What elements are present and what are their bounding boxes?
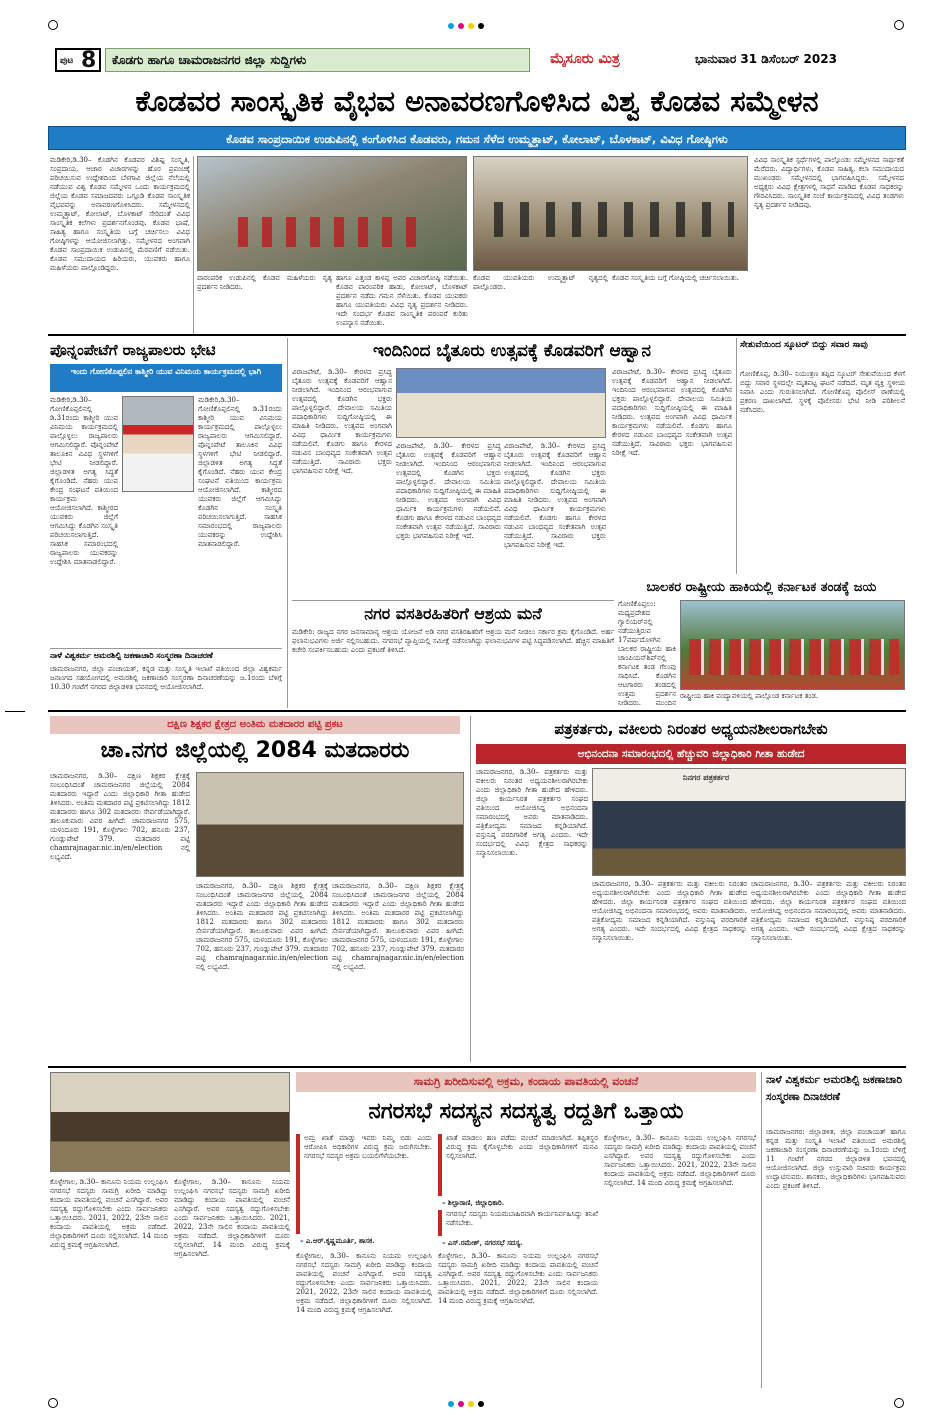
hockey-caption: ರಾಷ್ಟ್ರೀಯ ಹಾಕಿ ಪಂದ್ಯಾವಳಿಯಲ್ಲಿ ಪಾಲ್ಗೊಂಡ ಕರ್ನಾಟಕ ತಂಡ. (680, 692, 819, 700)
lead-body-left: ಮಡಿಕೇರಿ,ಡಿ.30– ಕೊಡಗಿನ ಕೊಡವರ ವಿಶಿಷ್ಟ ಸಂಸ್ಕೃತಿ, ಸಂಪ್ರದಾಯ, ಆಚಾರ ವಿಚಾರಗಳನ್ನು ಹೊರ ಪ್ರಪಂಚಕ್ಕೆ ಪರಿಚಯಿಸುವ ಉದ್ದೇಶದಿಂದ ಬೆಳಗಾವಿ ಜಿಲ್ಲೆಯ ನೆಲೆಯಲ್ಲಿ ನಡೆಯುವ ವಿಶ್ವ ಕೊಡವ ಸಮ್ಮೇಳನ ಒಂದು ಕಾರ್ಯಕ್ರಮದಲ್ಲಿ ಜಿಲ್ಲೆಯ ಕೊಡವ ಸಮಾಜದವರು ಒಗ್ಗೂಡಿ ಕೊಡವ ಸಾಂಸ್ಕೃತಿಕ ವೈಭವವನ್ನು ಅನಾವರಣಗೊಳಿಸಿದರು. ಸಮ್ಮೇಳನದಲ್ಲಿ ಉಮ್ಮತ್ತಾಟ್, ಕೋಲಾಟ್, ಬೊಳಕಾಟ್ ಸೇರಿದಂತೆ ವಿವಿಧ ಸಾಂಸ್ಕೃತಿಕ ಕಲೆಗಳು ಪ್ರದರ್ಶನಗೊಂಡವು. ಕೊಡವ ಭಾಷೆ, ಸಾಹಿತ್ಯ ಹಾಗೂ ಸಂಸ್ಕೃತಿಯ ಬಗ್ಗೆ ಚರ್ಚಿಸಲು ವಿವಿಧ ಗೋಷ್ಠಿಗಳನ್ನು ಆಯೋಜಿಸಲಾಗಿತ್ತು. ಸಮ್ಮೇಳನದ ಅಂಗವಾಗಿ ಕೊಡವ ಸಾಂಪ್ರದಾಯಿಕ ಉಡುಪಿನಲ್ಲಿ ಮೆರವಣಿಗೆ ನಡೆಯಿತು. ಕೊಡವ ಸಮುದಾಯದ ಹಿರಿಯರು, ಯುವಕರು ಹಾಗೂ ಮಹಿಳೆಯರು ಪಾಲ್ಗೊಂಡಿದ್ದರು. (50, 156, 190, 272)
council-quote1: ಅಮ್ರ ಖಾತೆ ಮಾಡ್ತು ಇವರು ನಿಮ್ಮ ಬಿಡು ಎಂದು ಆರೋಪಿಸಿ ಅಧಿಕಾರಿಗಳ ವಿರುದ್ಧ ಕ್ರಮ ಜರುಗಿಸಬೇಕು. ನಗರಸಭೆ ಸದಸ್ಯರ ಅಕ್ರಮ ಬಯಲಿಗೆಳೆಯಬೇಕು. (296, 1134, 432, 1234)
council-photo (50, 1072, 290, 1172)
scooter-body: ಗೋಣಿಕೊಪ್ಪ, ಡಿ.30– ನಿಯಂತ್ರಣ ತಪ್ಪಿದ ಸ್ಕೂಟರ್ ಸೇತುವೆಯಿಂದ ಕೆಳಗೆ ಬಿದ್ದು ಸವಾರ ಸ್ಥಳದಲ್ಲೇ ಮೃತಪಟ್ಟ ಘಟನೆ ನಡೆದಿದೆ. ಮೃತ ವ್ಯಕ್ತಿ ಸ್ಥಳೀಯ ನಿವಾಸಿ ಎಂದು ಗುರುತಿಸಲಾಗಿದೆ. ಗೋಣಿಕೊಪ್ಪ ಪೊಲೀಸ್ ಠಾಣೆಯಲ್ಲಿ ಪ್ರಕರಣ ದಾಖಲಾಗಿದೆ. ಸ್ಥಳಕ್ಕೆ ಪೊಲೀಸರು ಭೇಟಿ ನೀಡಿ ಪರಿಶೀಲನೆ ನಡೆಸಿದರು. (740, 370, 905, 414)
print-marks-top (48, 20, 906, 32)
lead-photo-dancers-red (197, 156, 467, 271)
journalists-subhead: ಅಭಿನಂದನಾ ಸಮಾರಂಭದಲ್ಲಿ ಹೆಚ್ಚುವರಿ ಜಿಲ್ಲಾಧಿಕಾರಿ ಗೀತಾ ಹುಡೇದ (476, 744, 906, 764)
photo-banner: ನಿನಗರ ಪತ್ರಕರ್ತರ (683, 773, 730, 782)
lead-body-right: ವಿವಿಧ ಸಾಂಸ್ಕೃತಿಕ ಸ್ಪರ್ಧೆಗಳಲ್ಲಿ ಪಾಲ್ಗೊಂಡು ಸಮ್ಮೇಳನದ ಸಾರ್ಥಕತೆ ಮೆರೆದರು. ವಿದ್ಯಾರ್ಥಿಗಳು, ಕೊಡವ ಸಾಹಿತ್ಯ, ಕಲಾ ಸಮುದಾಯದ ಮುಖಂಡರು ಸಮ್ಮೇಳನದಲ್ಲಿ ಭಾಗವಹಿಸಿದ್ದರು. ಸಮ್ಮೇಳನದ ಅಧ್ಯಕ್ಷರು ವಿವಿಧ ಕ್ಷೇತ್ರಗಳಲ್ಲಿ ಸಾಧನೆ ಮಾಡಿದ ಕೊಡವ ಸಾಧಕರನ್ನು ಗೌರವಿಸಿದರು. ಸಾಂಸ್ಕೃತಿಕ ಸಂಜೆ ಕಾರ್ಯಕ್ರಮದಲ್ಲಿ ವಿವಿಧ ತಂಡಗಳು ನೃತ್ಯ ಪ್ರದರ್ಶನ ನೀಡಿದವು. (754, 156, 904, 209)
ponnampet-sub2: ನಾಳೆ ವಿಶ್ವಕರ್ಮ ಅಮರಶಿಲ್ಪಿ ಜಕಣಾಚಾರಿ ಸಂಸ್ಮರಣಾ ದಿನಾಚರಣೆ (50, 651, 213, 660)
council-headline: ನಗರಸಭೆ ಸದಸ್ಯನ ಸದಸ್ಯತ್ವ ರದ್ದತಿಗೆ ಒತ್ತಾಯ (368, 1099, 684, 1124)
baitur-body: ವಿರಾಜಪೇಟೆ, ಡಿ.30– ಕೇರಳದ ಪ್ರಸಿದ್ಧ ಬೈತೂರು ಉತ್ಸವಕ್ಕೆ ಕೊಡವರಿಗೆ ಆಹ್ವಾನ ನೀಡಲಾಗಿದೆ. ಇಂದಿನಿಂದ ಆರಂಭವಾಗುವ ಉತ್ಸವದಲ್ಲಿ ಕೊಡಗಿನ ಭಕ್ತರು ಪಾಲ್ಗೊಳ್ಳಲಿದ್ದಾರೆ. ದೇವಾಲಯ ಸಮಿತಿಯ ಪದಾಧಿಕಾರಿಗಳು ಸುದ್ದಿಗೋಷ್ಠಿಯಲ್ಲಿ ಈ ಮಾಹಿತಿ ನೀಡಿದರು. ಉತ್ಸವದ ಅಂಗವಾಗಿ ವಿವಿಧ ಧಾರ್ಮಿಕ ಕಾರ್ಯಕ್ರಮಗಳು ನಡೆಯಲಿವೆ. ಕೊಡಗು ಹಾಗೂ ಕೇರಳದ ನಡುವಿನ ಬಾಂಧವ್ಯದ ಸಂಕೇತವಾಗಿ ಉತ್ಸವ ನಡೆಯುತ್ತಿದೆ. ಸಾವಿರಾರು ಭಕ್ತರು ಭಾಗವಹಿಸುವ ನಿರೀಕ್ಷೆ ಇದೆ. (292, 368, 392, 475)
voters-body-col2: ಚಾಮರಾಜನಗರ, ಡಿ.30– ದಕ್ಷಿಣ ಶಿಕ್ಷಕರ ಕ್ಷೇತ್ರಕ್ಕೆ ಸಂಬಂಧಿಸಿದಂತೆ ಚಾಮರಾಜನಗರ ಜಿಲ್ಲೆಯಲ್ಲಿ 2084 ಮತದಾರರು ಇದ್ದಾರೆ ಎಂದು ಜಿಲ್ಲಾಧಿಕಾರಿ ಗೀತಾ ಹುಡೇದ ತಿಳಿಸಿದರು. ಅಂತಿಮ ಮತದಾರರ ಪಟ್ಟಿ ಪ್ರಕಟಿಸಲಾಗಿದ್ದು 1812 ಮತದಾರರು ಹಾಗೂ 302 ಮತದಾರರು ಸೇರ್ಪಡೆಯಾಗಿದ್ದಾರೆ. ತಾಲೂಕುವಾರು ವಿವರ ಹೀಗಿದೆ: ಚಾಮರಾಜನಗರ 575, ಯಳಂದೂರು 191, ಕೊಳ್ಳೇಗಾಲ 702, ಹನೂರು 237, ಗುಂಡ್ಲುಪೇಟೆ 379. ಮತದಾರರ ಪಟ್ಟಿ chamrajnagar.nic.in/en/election ನಲ್ಲಿ ಲಭ್ಯವಿದೆ. (196, 882, 328, 971)
page-number-box (55, 48, 101, 72)
jakanachari-body: ಚಾಮರಾಜನಗರ: ಜಿಲ್ಲಾಡಳಿತ, ಜಿಲ್ಲಾ ಪಂಚಾಯತ್ ಹಾಗೂ ಕನ್ನಡ ಮತ್ತು ಸಂಸ್ಕೃತಿ ಇಲಾಖೆ ವತಿಯಿಂದ ಅಮರಶಿಲ್ಪಿ ಜಕಣಾಚಾರಿ ಸಂಸ್ಮರಣಾ ದಿನಾಚರಣೆಯನ್ನು ಜ.1ರಂದು ಬೆಳಿಗ್ಗೆ 11 ಗಂಟೆಗೆ ನಗರದ ಜಿಲ್ಲಾಡಳಿತ ಭವನದಲ್ಲಿ ಆಯೋಜಿಸಲಾಗಿದೆ. ಜಿಲ್ಲಾ ಉಸ್ತುವಾರಿ ಸಚಿವರು ಕಾರ್ಯಕ್ರಮ ಉದ್ಘಾಟಿಸುವರು. ಶಾಸಕರು, ಜಿಲ್ಲಾಧಿಕಾರಿಗಳು ಭಾಗವಹಿಸುವರು ಎಂದು ಪ್ರಕಟಣೆ ತಿಳಿಸಿದೆ. (766, 1128, 906, 1190)
jakanachari-headline: ನಾಳೆ ವಿಶ್ವಕರ್ಮ ಅಮರಶಿಲ್ಪಿ ಜಕಣಾಚಾರಿ ಸಂಸ್ಮರಣಾ ದಿನಾಚರಣೆ (766, 1074, 903, 1103)
baitur-body-col3: ವಿರಾಜಪೇಟೆ, ಡಿ.30– ಕೇರಳದ ಪ್ರಸಿದ್ಧ ಬೈತೂರು ಉತ್ಸವಕ್ಕೆ ಕೊಡವರಿಗೆ ಆಹ್ವಾನ ನೀಡಲಾಗಿದೆ. ಇಂದಿನಿಂದ ಆರಂಭವಾಗುವ ಉತ್ಸವದಲ್ಲಿ ಕೊಡಗಿನ ಭಕ್ತರು ಪಾಲ್ಗೊಳ್ಳಲಿದ್ದಾರೆ. ದೇವಾಲಯ ಸಮಿತಿಯ ಪದಾಧಿಕಾರಿಗಳು ಸುದ್ದಿಗೋಷ್ಠಿಯಲ್ಲಿ ಈ ಮಾಹಿತಿ ನೀಡಿದರು. ಉತ್ಸವದ ಅಂಗವಾಗಿ ವಿವಿಧ ಧಾರ್ಮಿಕ ಕಾರ್ಯಕ್ರಮಗಳು ನಡೆಯಲಿವೆ. ಕೊಡಗು ಹಾಗೂ ಕೇರಳದ ನಡುವಿನ ಬಾಂಧವ್ಯದ ಸಂಕೇತವಾಗಿ ಉತ್ಸವ ನಡೆಯುತ್ತಿದೆ. ಸಾವಿರಾರು ಭಕ್ತರು ಭಾಗವಹಿಸುವ ನಿರೀಕ್ಷೆ ಇದೆ. (504, 442, 606, 549)
ponnampet-banner-text: ಇಂದು ಗೋಣಿಕೊಪ್ಪಲಿನ ಕಾಶ್ಮೀರಿ ಯುವ ವಿನಿಮಯ ಕಾರ್ಯಕ್ರಮದಲ್ಲಿ ಭಾಗಿ (70, 367, 262, 376)
voters-photo (196, 772, 464, 877)
ponnampet-body: ಮಡಿಕೇರಿ,ಡಿ.30– ಗೋಣಿಕೊಪ್ಪಲಿನಲ್ಲಿ ಡಿ.31ರಂದು ಕಾಶ್ಮೀರಿ ಯುವ ವಿನಿಮಯ ಕಾರ್ಯಕ್ರಮದಲ್ಲಿ ಪಾಲ್ಗೊಳ್ಳಲು ರಾಜ್ಯಪಾಲರು ಆಗಮಿಸಲಿದ್ದಾರೆ. ಪೊನ್ನಂಪೇಟೆ ತಾಲೂಕಿನ ವಿವಿಧ ಸ್ಥಳಗಳಿಗೆ ಭೇಟಿ ನೀಡಲಿದ್ದಾರೆ. ಜಿಲ್ಲಾಡಳಿತ ಅಗತ್ಯ ಸಿದ್ಧತೆ ಕೈಗೊಂಡಿದೆ. ನೆಹರು ಯುವ ಕೇಂದ್ರ ಸಂಘಟನೆ ವತಿಯಿಂದ ಕಾರ್ಯಕ್ರಮ ಆಯೋಜಿಸಲಾಗಿದೆ. ಕಾಶ್ಮೀರದ ಯುವಕರು ಜಿಲ್ಲೆಗೆ ಆಗಮಿಸಿದ್ದು ಕೊಡಗಿನ ಸಂಸ್ಕೃತಿ ಪರಿಚಯಿಸಲಾಗುತ್ತಿದೆ. ಸಾಹಸಿಕ ಸಮಾರಂಭದಲ್ಲಿ ರಾಜ್ಯಪಾಲರು ಯುವಕರನ್ನು ಉದ್ದೇಶಿಸಿ ಮಾತನಾಡಲಿದ್ದಾರೆ. (50, 396, 118, 566)
council-body-col4: ಕೊಳ್ಳೇಗಾಲ, ಡಿ.30– ಕಾನೂನು ನಿಯಮ ಉಲ್ಲಂಘಿಸಿ ನಗರಸಭೆ ಸದಸ್ಯರು ಸಾಮಗ್ರಿ ಖರೀದಿ ಮಾಡಿದ್ದು ಕಂದಾಯ ಪಾವತಿಯಲ್ಲಿ ವಂಚನೆ ಎಸಗಿದ್ದಾರೆ. ಅವರ ಸದಸ್ಯತ್ವ ರದ್ದುಗೊಳಿಸಬೇಕು ಎಂದು ಸಾರ್ವಜನಿಕರು ಒತ್ತಾಯಿಸಿದರು. 2021, 2022, 23ನೇ ಸಾಲಿನ ಕಂದಾಯ ಪಾವತಿಯಲ್ಲಿ ಅಕ್ರಮ ನಡೆದಿದೆ. ಜಿಲ್ಲಾಧಿಕಾರಿಗಳಿಗೆ ದೂರು ಸಲ್ಲಿಸಲಾಗಿದೆ. 14 ಮಂದಿ ವಿರುದ್ಧ ಕ್ರಮಕ್ಕೆ ಆಗ್ರಹಿಸಲಾಗಿದೆ. (438, 1252, 598, 1305)
governor-photo (122, 396, 194, 492)
journalists-body: ಚಾಮರಾಜನಗರ, ಡಿ.30– ಪತ್ರಕರ್ತರು ಮತ್ತು ವಕೀಲರು ನಿರಂತರ ಅಧ್ಯಯನಶೀಲರಾಗಿರಬೇಕು ಎಂದು ಜಿಲ್ಲಾಧಿಕಾರಿ ಗೀತಾ ಹುಡೇದ ಹೇಳಿದರು. ಜಿಲ್ಲಾ ಕಾರ್ಯನಿರತ ಪತ್ರಕರ್ತರ ಸಂಘದ ವತಿಯಿಂದ ಆಯೋಜಿಸಿದ್ದ ಅಭಿನಂದನಾ ಸಮಾರಂಭದಲ್ಲಿ ಅವರು ಮಾತನಾಡಿದರು. ಪತ್ರಿಕೋದ್ಯಮ ಸಮಾಜದ ಕನ್ನಡಿಯಾಗಿದೆ. ವಸ್ತುನಿಷ್ಠ ವರದಿಗಾರಿಕೆ ಅಗತ್ಯ ಎಂದರು. ಇದೇ ಸಂದರ್ಭದಲ್ಲಿ ವಿವಿಧ ಕ್ಷೇತ್ರದ ಸಾಧಕರನ್ನು ಸನ್ಮಾನಿಸಲಾಯಿತು. (476, 768, 588, 857)
lead-body-mid: ಹಾಗೂ ಎತ್ತಂಡ ಕಾಳಪ್ಪ ಅವರ ವಿಚಾರಗೋಷ್ಠಿ ನಡೆಯಿತು. ಕೊಡವ ಪಾರಂಪರಿಕ ಹಾಡು, ಕೋಲಾಟ್, ಬೊಳಕಾಟ್ ಪ್ರದರ್ಶನ ನಡೆದು ಗಮನ ಸೆಳೆಯಿತು. ಕೊಡವ ಯುವಕರು ಹಾಗೂ ಯುವತಿಯರು ವಿವಿಧ ನೃತ್ಯ ಪ್ರದರ್ಶನ ನೀಡಿದರು. ಇದೇ ಸಂದರ್ಭ ಕೊಡವ ಸಾಂಸ್ಕೃತಿಕ ಪರಂಪರೆ ಕುರಿತು ಉಪನ್ಯಾಸ ನಡೆಯಿತು. (336, 274, 468, 327)
council-quote3: ನಗರಸಭೆ ಸದಸ್ಯರು ನಿಯಮಬಾಹಿರವಾಗಿ ಕಾರ್ಯನಿರ್ವಹಿಸಿದ್ದು ತನಿಖೆ ನಡೆಸಬೇಕು. (438, 1210, 598, 1236)
baitur-headline: ಇಂದಿನಿಂದ ಬೈತೂರು ಉತ್ಸವಕ್ಕೆ ಕೊಡವರಿಗೆ ಆಹ್ವಾನ (372, 341, 652, 361)
council-body-col3: ಕೊಳ್ಳೇಗಾಲ, ಡಿ.30– ಕಾನೂನು ನಿಯಮ ಉಲ್ಲಂಘಿಸಿ ನಗರಸಭೆ ಸದಸ್ಯರು ಸಾಮಗ್ರಿ ಖರೀದಿ ಮಾಡಿದ್ದು ಕಂದಾಯ ಪಾವತಿಯಲ್ಲಿ ವಂಚನೆ ಎಸಗಿದ್ದಾರೆ. ಅವರ ಸದಸ್ಯತ್ವ ರದ್ದುಗೊಳಿಸಬೇಕು ಎಂದು ಸಾರ್ವಜನಿಕರು ಒತ್ತಾಯಿಸಿದರು. 2021, 2022, 23ನೇ ಸಾಲಿನ ಕಂದಾಯ ಪಾವತಿಯಲ್ಲಿ ಅಕ್ರಮ ನಡೆದಿದೆ. ಜಿಲ್ಲಾಧಿಕಾರಿಗಳಿಗೆ ದೂರು ಸಲ್ಲಿಸಲಾಗಿದೆ. 14 ಮಂದಿ ವಿರುದ್ಧ ಕ್ರಮಕ್ಕೆ ಆಗ್ರಹಿಸಲಾಗಿದೆ. (296, 1252, 432, 1314)
ponnampet-body-col2: ಮಡಿಕೇರಿ,ಡಿ.30– ಗೋಣಿಕೊಪ್ಪಲಿನಲ್ಲಿ ಡಿ.31ರಂದು ಕಾಶ್ಮೀರಿ ಯುವ ವಿನಿಮಯ ಕಾರ್ಯಕ್ರಮದಲ್ಲಿ ಪಾಲ್ಗೊಳ್ಳಲು ರಾಜ್ಯಪಾಲರು ಆಗಮಿಸಲಿದ್ದಾರೆ. ಪೊನ್ನಂಪೇಟೆ ತಾಲೂಕಿನ ವಿವಿಧ ಸ್ಥಳಗಳಿಗೆ ಭೇಟಿ ನೀಡಲಿದ್ದಾರೆ. ಜಿಲ್ಲಾಡಳಿತ ಅಗತ್ಯ ಸಿದ್ಧತೆ ಕೈಗೊಂಡಿದೆ. ನೆಹರು ಯುವ ಕೇಂದ್ರ ಸಂಘಟನೆ ವತಿಯಿಂದ ಕಾರ್ಯಕ್ರಮ ಆಯೋಜಿಸಲಾಗಿದೆ. ಕಾಶ್ಮೀರದ ಯುವಕರು ಜಿಲ್ಲೆಗೆ ಆಗಮಿಸಿದ್ದು ಕೊಡಗಿನ ಸಂಸ್ಕೃತಿ ಪರಿಚಯಿಸಲಾಗುತ್ತಿದೆ. ಸಾಹಸಿಕ ಸಮಾರಂಭದಲ್ಲಿ ರಾಜ್ಯಪಾಲರು ಯುವಕರನ್ನು ಉದ್ದೇಶಿಸಿ ಮಾತನಾಡಲಿದ್ದಾರೆ. (198, 396, 282, 548)
scooter-headline: ಸೇತುವೆಯಿಂದ ಸ್ಕೂಟರ್ ಬಿದ್ದು ಸವಾರ ಸಾವು (740, 340, 868, 350)
lead-photo-dancers-black (473, 156, 748, 271)
council-quote1-by: – ಎ.ಆರ್.ಕೃಷ್ಣಮೂರ್ತಿ, ಶಾಸಕ. (300, 1236, 375, 1245)
masthead (55, 48, 905, 72)
page-number: 8 (81, 48, 97, 73)
council-quote2: ಖಾತೆ ಮಾಡಲು ಹಣ ಪಡೆದು ವಂಚನೆ ಮಾಡಲಾಗಿದೆ. ತಪ್ಪಿತಸ್ಥರ ವಿರುದ್ಧ ಕ್ರಮ ಕೈಗೊಳ್ಳಬೇಕು ಎಂದು ಜಿಲ್ಲಾಧಿಕಾರಿಗಳಿಗೆ ಮನವಿ ಸಲ್ಲಿಸಲಾಗಿದೆ. (438, 1134, 598, 1196)
shelter-headline: ನಗರ ವಸತಿರಹಿತರಿಗೆ ಆಶ್ರಯ ಮನೆ (364, 604, 542, 623)
lead-caption-left: ಪಾರಂಪರಿಕ ಉಡುಪಿನಲ್ಲಿ ಕೊಡವ ಮಹಿಳೆಯರು ನೃತ್ಯ ಪ್ರದರ್ಶನ ನೀಡಿದರು. (197, 274, 332, 291)
page-label: ಪುಟ (60, 56, 74, 66)
paper-name: ಮೈಸೂರು ಮಿತ್ರ (550, 51, 620, 67)
council-quote3-by: – ಎಸ್.ರಮೇಶ್, ನಗರಸಭೆ ಸದಸ್ಯ. (442, 1238, 523, 1247)
lead-headline: ಕೊಡವರ ಸಾಂಸ್ಕೃತಿಕ ವೈಭವ ಅನಾವರಣಗೊಳಿಸಿದ ವಿಶ್ವ ಕೊಡವ ಸಮ್ಮೇಳನ (135, 84, 819, 118)
hockey-headline: ಬಾಲಕರ ರಾಷ್ಟ್ರೀಯ ಹಾಕಿಯಲ್ಲಿ ಕರ್ನಾಟಕ ತಂಡಕ್ಕೆ ಜಯ (646, 580, 877, 595)
council-body-col5: ಕೊಳ್ಳೇಗಾಲ, ಡಿ.30– ಕಾನೂನು ನಿಯಮ ಉಲ್ಲಂಘಿಸಿ ನಗರಸಭೆ ಸದಸ್ಯರು ಸಾಮಗ್ರಿ ಖರೀದಿ ಮಾಡಿದ್ದು ಕಂದಾಯ ಪಾವತಿಯಲ್ಲಿ ವಂಚನೆ ಎಸಗಿದ್ದಾರೆ. ಅವರ ಸದಸ್ಯತ್ವ ರದ್ದುಗೊಳಿಸಬೇಕು ಎಂದು ಸಾರ್ವಜನಿಕರು ಒತ್ತಾಯಿಸಿದರು. 2021, 2022, 23ನೇ ಸಾಲಿನ ಕಂದಾಯ ಪಾವತಿಯಲ್ಲಿ ಅಕ್ರಮ ನಡೆದಿದೆ. ಜಿಲ್ಲಾಧಿಕಾರಿಗಳಿಗೆ ದೂರು ಸಲ್ಲಿಸಲಾಗಿದೆ. 14 ಮಂದಿ ವಿರುದ್ಧ ಕ್ರಮಕ್ಕೆ ಆಗ್ರಹಿಸಲಾಗಿದೆ. (604, 1134, 756, 1187)
voters-body-col3: ಚಾಮರಾಜನಗರ, ಡಿ.30– ದಕ್ಷಿಣ ಶಿಕ್ಷಕರ ಕ್ಷೇತ್ರಕ್ಕೆ ಸಂಬಂಧಿಸಿದಂತೆ ಚಾಮರಾಜನಗರ ಜಿಲ್ಲೆಯಲ್ಲಿ 2084 ಮತದಾರರು ಇದ್ದಾರೆ ಎಂದು ಜಿಲ್ಲಾಧಿಕಾರಿ ಗೀತಾ ಹುಡೇದ ತಿಳಿಸಿದರು. ಅಂತಿಮ ಮತದಾರರ ಪಟ್ಟಿ ಪ್ರಕಟಿಸಲಾಗಿದ್ದು 1812 ಮತದಾರರು ಹಾಗೂ 302 ಮತದಾರರು ಸೇರ್ಪಡೆಯಾಗಿದ್ದಾರೆ. ತಾಲೂಕುವಾರು ವಿವರ ಹೀಗಿದೆ: ಚಾಮರಾಜನಗರ 575, ಯಳಂದೂರು 191, ಕೊಳ್ಳೇಗಾಲ 702, ಹನೂರು 237, ಗುಂಡ್ಲುಪೇಟೆ 379. ಮತದಾರರ ಪಟ್ಟಿ chamrajnagar.nic.in/en/election ನಲ್ಲಿ ಲಭ್ಯವಿದೆ. (332, 882, 464, 971)
baitur-body-col4: ವಿರಾಜಪೇಟೆ, ಡಿ.30– ಕೇರಳದ ಪ್ರಸಿದ್ಧ ಬೈತೂರು ಉತ್ಸವಕ್ಕೆ ಕೊಡವರಿಗೆ ಆಹ್ವಾನ ನೀಡಲಾಗಿದೆ. ಇಂದಿನಿಂದ ಆರಂಭವಾಗುವ ಉತ್ಸವದಲ್ಲಿ ಕೊಡಗಿನ ಭಕ್ತರು ಪಾಲ್ಗೊಳ್ಳಲಿದ್ದಾರೆ. ದೇವಾಲಯ ಸಮಿತಿಯ ಪದಾಧಿಕಾರಿಗಳು ಸುದ್ದಿಗೋಷ್ಠಿಯಲ್ಲಿ ಈ ಮಾಹಿತಿ ನೀಡಿದರು. ಉತ್ಸವದ ಅಂಗವಾಗಿ ವಿವಿಧ ಧಾರ್ಮಿಕ ಕಾರ್ಯಕ್ರಮಗಳು ನಡೆಯಲಿವೆ. ಕೊಡಗು ಹಾಗೂ ಕೇರಳದ ನಡುವಿನ ಬಾಂಧವ್ಯದ ಸಂಕೇತವಾಗಿ ಉತ್ಸವ ನಡೆಯುತ್ತಿದೆ. ಸಾವಿರಾರು ಭಕ್ತರು ಭಾಗವಹಿಸುವ ನಿರೀಕ್ಷೆ ಇದೆ. (612, 368, 732, 457)
council-kicker: ಸಾಮಗ್ರಿ ಖರೀದಿಸುವಲ್ಲಿ ಅಕ್ರಮ, ಕಂದಾಯ ಪಾವತಿಯಲ್ಲಿ ವಂಚನೆ (296, 1072, 756, 1092)
section-title: ಕೊಡಗು ಹಾಗೂ ಚಾಮರಾಜನಗರ ಜಿಲ್ಲಾ ಸುದ್ದಿಗಳು (112, 53, 307, 67)
ponnampet-banner (50, 364, 282, 392)
section-bar (105, 48, 530, 72)
baitur-press-photo (396, 368, 606, 438)
print-marks-bottom (48, 1398, 906, 1410)
ponnampet-body2: ಚಾಮರಾಜನಗರ, ಜಿಲ್ಲಾ ಪಂಚಾಯತ್, ಕನ್ನಡ ಮತ್ತು ಸಂಸ್ಕೃತಿ ಇಲಾಖೆ ವತಿಯಿಂದ ಜಿಲ್ಲಾ ವಿಶ್ವಕರ್ಮ ಜನಾಂಗದ ಸಹಯೋಗದಲ್ಲಿ ಅಮರಶಿಲ್ಪಿ ಜಕಣಾಚಾರಿ ಸಂಸ್ಮರಣಾ ದಿನಾಚರಣೆಯನ್ನು ಜ.1ರಂದು ಬೆಳಿಗ್ಗೆ 10.30 ಗಂಟೆಗೆ ನಗರದ ಜಿಲ್ಲಾಡಳಿತ ಭವನದಲ್ಲಿ ಆಯೋಜಿಸಲಾಗಿದೆ. (50, 665, 282, 691)
voters-headline: ಚಾ.ನಗರ ಜಿಲ್ಲೆಯಲ್ಲಿ 2084 ಮತದಾರರು (100, 738, 410, 763)
lead-caption-right: ಕೊಡವ ಸಂಸ್ಕೃತಿಯ ಬಗ್ಗೆ ಗೋಷ್ಠಿಯಲ್ಲಿ ಚರ್ಚಿಸಲಾಯಿತು. (612, 274, 739, 282)
council-quote2-by: – ಶಿಲ್ಪಾರಾಣಿ, ಜಿಲ್ಲಾಧಿಕಾರಿ. (442, 1198, 505, 1207)
voters-kicker: ದಕ್ಷಿಣ ಶಿಕ್ಷಕರ ಕ್ಷೇತ್ರದ ಅಂತಿಮ ಮತದಾರರ ಪಟ್ಟಿ ಪ್ರಕಟ (50, 716, 460, 734)
journalists-body-col3: ಚಾಮರಾಜನಗರ, ಡಿ.30– ಪತ್ರಕರ್ತರು ಮತ್ತು ವಕೀಲರು ನಿರಂತರ ಅಧ್ಯಯನಶೀಲರಾಗಿರಬೇಕು ಎಂದು ಜಿಲ್ಲಾಧಿಕಾರಿ ಗೀತಾ ಹುಡೇದ ಹೇಳಿದರು. ಜಿಲ್ಲಾ ಕಾರ್ಯನಿರತ ಪತ್ರಕರ್ತರ ಸಂಘದ ವತಿಯಿಂದ ಆಯೋಜಿಸಿದ್ದ ಅಭಿನಂದನಾ ಸಮಾರಂಭದಲ್ಲಿ ಅವರು ಮಾತನಾಡಿದರು. ಪತ್ರಿಕೋದ್ಯಮ ಸಮಾಜದ ಕನ್ನಡಿಯಾಗಿದೆ. ವಸ್ತುನಿಷ್ಠ ವರದಿಗಾರಿಕೆ ಅಗತ್ಯ ಎಂದರು. ಇದೇ ಸಂದರ್ಭದಲ್ಲಿ ವಿವಿಧ ಕ್ಷೇತ್ರದ ಸಾಧಕರನ್ನು ಸನ್ಮಾನಿಸಲಾಯಿತು. (751, 880, 906, 942)
ponnampet-headline: ಪೊನ್ನಂಪೇಟೆಗೆ ರಾಜ್ಯಪಾಲರು ಭೇಟಿ (50, 341, 216, 359)
council-body: ಕೊಳ್ಳೇಗಾಲ, ಡಿ.30– ಕಾನೂನು ನಿಯಮ ಉಲ್ಲಂಘಿಸಿ ನಗರಸಭೆ ಸದಸ್ಯರು ಸಾಮಗ್ರಿ ಖರೀದಿ ಮಾಡಿದ್ದು ಕಂದಾಯ ಪಾವತಿಯಲ್ಲಿ ವಂಚನೆ ಎಸಗಿದ್ದಾರೆ. ಅವರ ಸದಸ್ಯತ್ವ ರದ್ದುಗೊಳಿಸಬೇಕು ಎಂದು ಸಾರ್ವಜನಿಕರು ಒತ್ತಾಯಿಸಿದರು. 2021, 2022, 23ನೇ ಸಾಲಿನ ಕಂದಾಯ ಪಾವತಿಯಲ್ಲಿ ಅಕ್ರಮ ನಡೆದಿದೆ. ಜಿಲ್ಲಾಧಿಕಾರಿಗಳಿಗೆ ದೂರು ಸಲ್ಲಿಸಲಾಗಿದೆ. 14 ಮಂದಿ ವಿರುದ್ಧ ಕ್ರಮಕ್ಕೆ ಆಗ್ರಹಿಸಲಾಗಿದೆ. (50, 1178, 168, 1249)
lead-caption-mid: ಕೊಡವ ಯುವತಿಯರು ಉಮ್ಮತ್ತಾಟ್ ನೃತ್ಯದಲ್ಲಿ ಪಾಲ್ಗೊಂಡರು. (473, 274, 608, 291)
voters-body: ಚಾಮರಾಜನಗರ, ಡಿ.30– ದಕ್ಷಿಣ ಶಿಕ್ಷಕರ ಕ್ಷೇತ್ರಕ್ಕೆ ಸಂಬಂಧಿಸಿದಂತೆ ಚಾಮರಾಜನಗರ ಜಿಲ್ಲೆಯಲ್ಲಿ 2084 ಮತದಾರರು ಇದ್ದಾರೆ ಎಂದು ಜಿಲ್ಲಾಧಿಕಾರಿ ಗೀತಾ ಹುಡೇದ ತಿಳಿಸಿದರು. ಅಂತಿಮ ಮತದಾರರ ಪಟ್ಟಿ ಪ್ರಕಟಿಸಲಾಗಿದ್ದು 1812 ಮತದಾರರು ಹಾಗೂ 302 ಮತದಾರರು ಸೇರ್ಪಡೆಯಾಗಿದ್ದಾರೆ. ತಾಲೂಕುವಾರು ವಿವರ ಹೀಗಿದೆ: ಚಾಮರಾಜನಗರ 575, ಯಳಂದೂರು 191, ಕೊಳ್ಳೇಗಾಲ 702, ಹನೂರು 237, ಗುಂಡ್ಲುಪೇಟೆ 379. ಮತದಾರರ ಪಟ್ಟಿ chamrajnagar.nic.in/en/election ನಲ್ಲಿ ಲಭ್ಯವಿದೆ. (50, 772, 190, 861)
baitur-body-col2: ವಿರಾಜಪೇಟೆ, ಡಿ.30– ಕೇರಳದ ಪ್ರಸಿದ್ಧ ಬೈತೂರು ಉತ್ಸವಕ್ಕೆ ಕೊಡವರಿಗೆ ಆಹ್ವಾನ ನೀಡಲಾಗಿದೆ. ಇಂದಿನಿಂದ ಆರಂಭವಾಗುವ ಉತ್ಸವದಲ್ಲಿ ಕೊಡಗಿನ ಭಕ್ತರು ಪಾಲ್ಗೊಳ್ಳಲಿದ್ದಾರೆ. ದೇವಾಲಯ ಸಮಿತಿಯ ಪದಾಧಿಕಾರಿಗಳು ಸುದ್ದಿಗೋಷ್ಠಿಯಲ್ಲಿ ಈ ಮಾಹಿತಿ ನೀಡಿದರು. ಉತ್ಸವದ ಅಂಗವಾಗಿ ವಿವಿಧ ಧಾರ್ಮಿಕ ಕಾರ್ಯಕ್ರಮಗಳು ನಡೆಯಲಿವೆ. ಕೊಡಗು ಹಾಗೂ ಕೇರಳದ ನಡುವಿನ ಬಾಂಧವ್ಯದ ಸಂಕೇತವಾಗಿ ಉತ್ಸವ ನಡೆಯುತ್ತಿದೆ. ಸಾವಿರಾರು ಭಕ್ತರು ಭಾಗವಹಿಸುವ ನಿರೀಕ್ಷೆ ಇದೆ. (396, 442, 501, 540)
council-body-col2: ಕೊಳ್ಳೇಗಾಲ, ಡಿ.30– ಕಾನೂನು ನಿಯಮ ಉಲ್ಲಂಘಿಸಿ ನಗರಸಭೆ ಸದಸ್ಯರು ಸಾಮಗ್ರಿ ಖರೀದಿ ಮಾಡಿದ್ದು ಕಂದಾಯ ಪಾವತಿಯಲ್ಲಿ ವಂಚನೆ ಎಸಗಿದ್ದಾರೆ. ಅವರ ಸದಸ್ಯತ್ವ ರದ್ದುಗೊಳಿಸಬೇಕು ಎಂದು ಸಾರ್ವಜನಿಕರು ಒತ್ತಾಯಿಸಿದರು. 2021, 2022, 23ನೇ ಸಾಲಿನ ಕಂದಾಯ ಪಾವತಿಯಲ್ಲಿ ಅಕ್ರಮ ನಡೆದಿದೆ. ಜಿಲ್ಲಾಧಿಕಾರಿಗಳಿಗೆ ದೂರು ಸಲ್ಲಿಸಲಾಗಿದೆ. 14 ಮಂದಿ ವಿರುದ್ಧ ಕ್ರಮಕ್ಕೆ ಆಗ್ರಹಿಸಲಾಗಿದೆ. (174, 1178, 290, 1258)
journalists-headline: ಪತ್ರಕರ್ತರು, ವಕೀಲರು ನಿರಂತರ ಅಧ್ಯಯನಶೀಲರಾಗಬೇಕು (554, 720, 828, 738)
hockey-body: ಗೋಣಿಕೊಪ್ಪಲು: ಮಧ್ಯಪ್ರದೇಶದ ಗ್ವಾಲಿಯರ್‌ನಲ್ಲಿ ನಡೆಯುತ್ತಿರುವ 17ವರ್ಷದೊಳಗಿನ ಬಾಲಕರ ರಾಷ್ಟ್ರೀಯ ಹಾಕಿ ಚಾಂಪಿಯನ್‌ಶಿಪ್‌ನಲ್ಲಿ ಕರ್ನಾಟಕ ತಂಡ ಗೆಲುವು ಸಾಧಿಸಿದೆ. ಕೊಡಗಿನ ಆಟಗಾರರು ತಂಡದಲ್ಲಿ ಉತ್ತಮ ಪ್ರದರ್ಶನ ನೀಡಿದರು. ಮುಂದಿನ (618, 600, 676, 706)
journalists-photo (592, 768, 906, 876)
shelter-body: ಮಡಿಕೇರಿ: ರಾಜ್ಯದ ನಗರ ಜನಸಾಮಾನ್ಯ ಆಶ್ರಯ ಯೋಜನೆ ಅಡಿ ನಗರ ವಸತಿರಹಿತರಿಗೆ ಆಶ್ರಯ ಮನೆ ನೀಡಲು ಸರ್ಕಾರ ಕ್ರಮ ಕೈಗೊಂಡಿದೆ. ಅರ್ಹ ಫಲಾನುಭವಿಗಳು ಅರ್ಜಿ ಸಲ್ಲಿಸಬಹುದು. ನಗರಸಭೆ ವ್ಯಾಪ್ತಿಯಲ್ಲಿ ಸಮೀಕ್ಷೆ ನಡೆಸಲಾಗಿದ್ದು ಫಲಾನುಭವಿಗಳ ಪಟ್ಟಿ ಸಿದ್ಧಪಡಿಸಲಾಗಿದೆ. ಹೆಚ್ಚಿನ ಮಾಹಿತಿಗೆ ಕಚೇರಿ ಸಂಪರ್ಕಿಸಬಹುದು ಎಂದು ಪ್ರಕಟಣೆ ತಿಳಿಸಿದೆ. (292, 628, 614, 654)
hockey-team-photo (680, 600, 905, 690)
journalists-body-col2: ಚಾಮರಾಜನಗರ, ಡಿ.30– ಪತ್ರಕರ್ತರು ಮತ್ತು ವಕೀಲರು ನಿರಂತರ ಅಧ್ಯಯನಶೀಲರಾಗಿರಬೇಕು ಎಂದು ಜಿಲ್ಲಾಧಿಕಾರಿ ಗೀತಾ ಹುಡೇದ ಹೇಳಿದರು. ಜಿಲ್ಲಾ ಕಾರ್ಯನಿರತ ಪತ್ರಕರ್ತರ ಸಂಘದ ವತಿಯಿಂದ ಆಯೋಜಿಸಿದ್ದ ಅಭಿನಂದನಾ ಸಮಾರಂಭದಲ್ಲಿ ಅವರು ಮಾತನಾಡಿದರು. ಪತ್ರಿಕೋದ್ಯಮ ಸಮಾಜದ ಕನ್ನಡಿಯಾಗಿದೆ. ವಸ್ತುನಿಷ್ಠ ವರದಿಗಾರಿಕೆ ಅಗತ್ಯ ಎಂದರು. ಇದೇ ಸಂದರ್ಭದಲ್ಲಿ ವಿವಿಧ ಕ್ಷೇತ್ರದ ಸಾಧಕರನ್ನು ಸನ್ಮಾನಿಸಲಾಯಿತು. (592, 880, 747, 942)
lead-subhead: ಕೊಡವ ಸಾಂಪ್ರದಾಯಿಕ ಉಡುಪಿನಲ್ಲಿ ಕಂಗೊಳಿಸಿದ ಕೊಡವರು, ಗಮನ ಸೆಳೆದ ಉಮ್ಮತ್ತಾಟ್, ಕೋಲಾಟ್, ಬೊಳಕಾಟ್, ವಿವಿಧ ಗೋಷ್ಠಿಗಳು (48, 126, 906, 150)
issue-date: ಭಾನುವಾರ 31 ಡಿಸೆಂಬರ್ 2023 (695, 52, 837, 66)
